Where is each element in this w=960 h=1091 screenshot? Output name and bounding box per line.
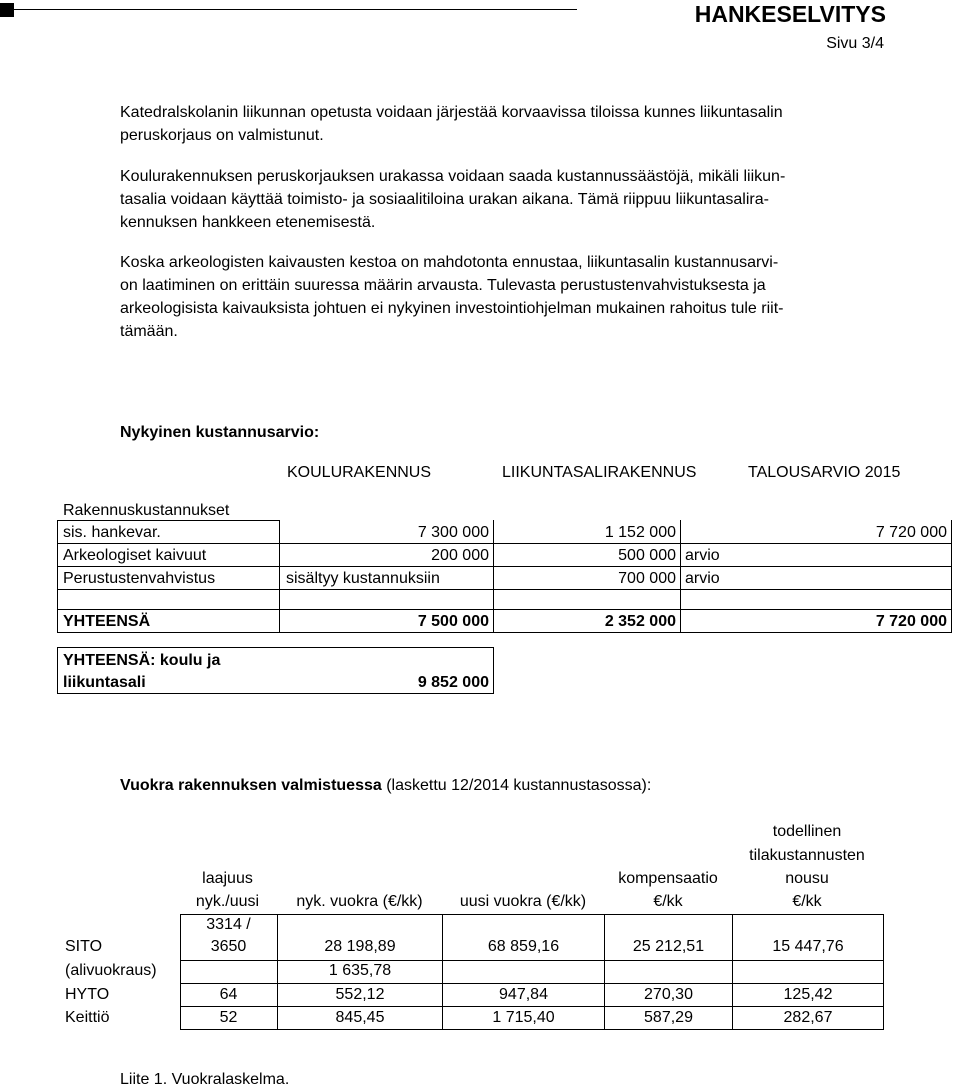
rent-header-area: nyk./uusi <box>195 893 260 910</box>
cost-cell: 700 000 <box>618 570 676 587</box>
rent-header-real: tilakustannusten <box>749 847 865 864</box>
rent-cell: 587,29 <box>644 1009 693 1026</box>
rent-cell: 282,67 <box>783 1009 833 1026</box>
rent-header-real: €/kk <box>792 893 822 910</box>
total-cell: 2 352 000 <box>604 613 676 630</box>
total-cell: 7 720 000 <box>875 613 947 630</box>
cost-note: arvio <box>685 570 720 587</box>
rent-header-compensation: €/kk <box>653 893 683 910</box>
rent-cell: 125,42 <box>783 986 833 1003</box>
cost-cell: 7 300 000 <box>417 524 489 541</box>
rent-header-real: nousu <box>785 870 829 887</box>
cost-cell: 1 152 000 <box>604 524 676 541</box>
rent-cell: 52 <box>219 1009 238 1026</box>
header-mark <box>0 3 14 17</box>
paragraph-1: Katedralskolanin liikunnan opetusta voidaan järjestää korvaavissa tiloissa kunnes liikuntasalin peruskorjaus on valmistunut. <box>120 104 783 144</box>
col-header-liikunta: LIIKUNTASALIRAKENNUS <box>502 464 697 481</box>
total-cell: 7 500 000 <box>417 613 489 630</box>
col-header-koulu: KOULURAKENNUS <box>287 464 432 481</box>
grand-total-value: 9 852 000 <box>417 674 489 691</box>
attachment-note: Liite 1. Vuokralaskelma. <box>120 1071 290 1088</box>
total-label: YHTEENSÄ <box>63 613 151 630</box>
cost-heading: Nykyinen kustannusarvio: <box>120 424 320 441</box>
header-rule <box>14 9 577 10</box>
rent-row-name: SITO <box>65 938 103 955</box>
cost-cell: 7 720 000 <box>875 524 947 541</box>
grand-total-label: YHTEENSÄ: koulu ja <box>63 652 221 669</box>
rent-header-current: nyk. vuokra (€/kk) <box>296 893 423 910</box>
grand-total-label: liikuntasali <box>63 674 146 691</box>
rent-cell: 64 <box>219 986 238 1003</box>
rent-cell: 68 859,16 <box>487 938 560 955</box>
rent-row-name: Keittiö <box>65 1009 110 1026</box>
col-header-budget: TALOUSARVIO 2015 <box>748 464 901 481</box>
document-title: HANKESELVITYS <box>694 1 886 27</box>
cost-cell: 500 000 <box>618 547 676 564</box>
cost-cell: 200 000 <box>431 547 489 564</box>
rent-header-real: todellinen <box>772 823 842 840</box>
rent-cell: 25 212,51 <box>632 938 705 955</box>
rent-cell: 270,30 <box>644 986 693 1003</box>
rent-cell: 947,84 <box>499 986 548 1003</box>
rent-row-name: HYTO <box>65 986 110 1003</box>
rent-cell: 1 635,78 <box>328 962 392 979</box>
rent-cell: 1 715,40 <box>492 1009 555 1026</box>
rent-cell: 15 447,76 <box>772 938 844 955</box>
rent-header-new: uusi vuokra (€/kk) <box>459 893 587 910</box>
rent-row-name: (alivuokraus) <box>65 962 157 979</box>
rent-header-compensation: kompensaatio <box>618 870 718 887</box>
cost-row-label: sis. hankevar. <box>63 524 161 541</box>
cost-row-label: Perustustenvahvistus <box>63 570 216 587</box>
rent-cell: 28 198,89 <box>324 938 396 955</box>
paragraph-3: Koska arkeologisten kaivausten kestoa on mahdotonta ennustaa, liikuntasalin kustannusarvi- on laatiminen on erittäin suuressa määrin arvausta. Tulevasta perustustenvahvistuksesta ja arkeologisista kaivauksista johtuen ei nykyinen investointiohjelman mukainen rahoitus tule riit- tämään. <box>120 254 784 340</box>
rent-cell: 3314 / <box>206 916 251 933</box>
rent-heading: Vuokra rakennuksen valmistuessa (laskettu 12/2014 kustannustasossa): <box>120 777 652 794</box>
cost-note: arvio <box>685 547 720 564</box>
rent-cell: 845,45 <box>335 1009 385 1026</box>
cost-cell: sisältyy kustannuksiin <box>286 570 440 587</box>
paragraph-2: Koulurakennuksen peruskorjauksen urakassa voidaan saada kustannussäästöjä, mikäli liikun- tasalia voidaan käyttää toimisto- ja sosiaalitiloina urakan aikana. Tämä riippuu liikuntasalira- kennuksen hankkeen etenemisestä. <box>120 168 786 231</box>
cost-row-label: Rakennuskustannukset <box>63 502 230 519</box>
rent-cell: 3650 <box>210 938 247 955</box>
cost-row-label: Arkeologiset kaivuut <box>63 547 207 564</box>
rent-header-area: laajuus <box>202 870 253 887</box>
page-number: Sivu 3/4 <box>826 35 884 52</box>
rent-cell: 552,12 <box>335 986 385 1003</box>
